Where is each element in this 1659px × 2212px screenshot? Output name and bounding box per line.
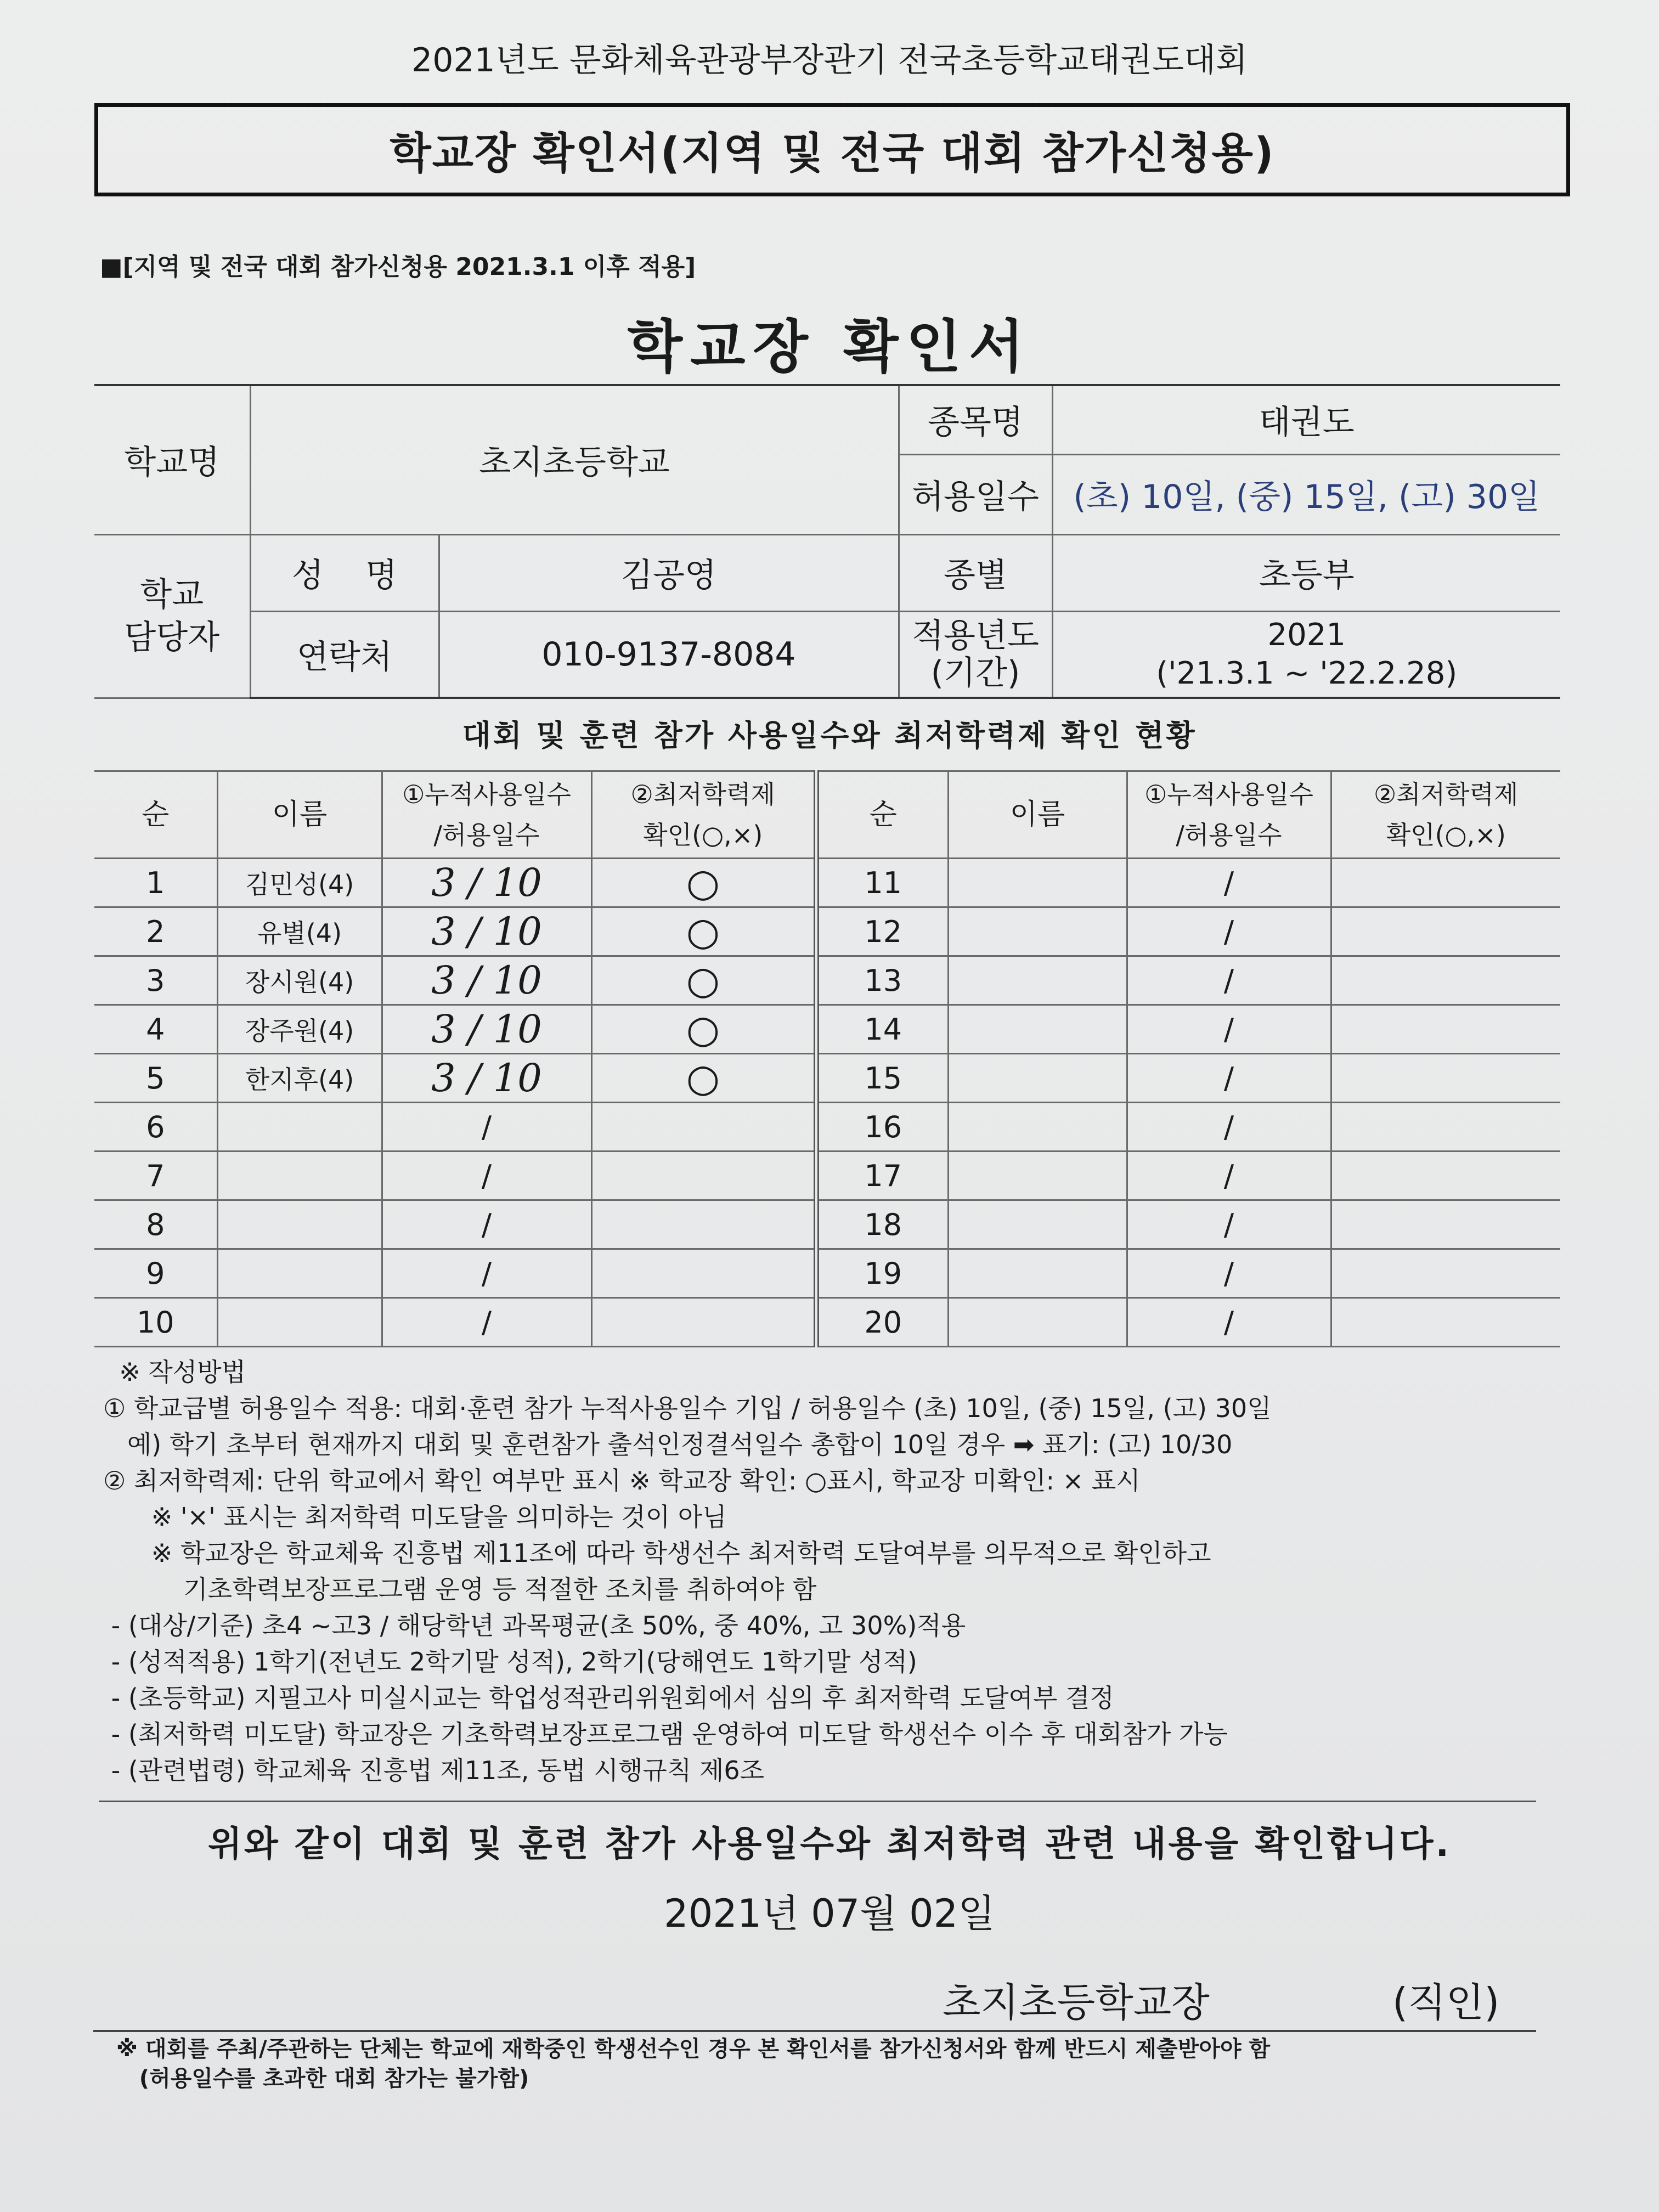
used-days <box>382 859 591 907</box>
student-name <box>948 1152 1127 1200</box>
row-number <box>816 1200 948 1249</box>
used-days <box>382 1298 591 1347</box>
row-number <box>94 1200 217 1249</box>
used-days <box>382 907 591 956</box>
student-name-text: 장시원(4) <box>245 967 354 997</box>
footer-divider <box>93 2030 1536 2032</box>
student-name <box>948 1103 1127 1152</box>
achievement-check <box>591 1005 816 1054</box>
used-days <box>382 1005 591 1054</box>
used-days <box>1127 859 1331 907</box>
division-value: 초등부 <box>1052 534 1560 611</box>
used-days <box>382 1103 591 1152</box>
used-days-text: / <box>481 1207 492 1242</box>
student-name-text: 유별(4) <box>257 918 342 948</box>
achievement-check-text: ○ <box>686 1007 720 1052</box>
student-name <box>948 1054 1127 1103</box>
application-note: ■[지역 및 전국 대회 참가신청용 2021.3.1 이후 적용] <box>100 253 696 281</box>
year-label: 적용년도 (기간) <box>899 611 1052 698</box>
school-name: 초지초등학교 <box>250 385 899 534</box>
header-name: 이름 <box>217 771 382 859</box>
student-name-text: 김민성(4) <box>245 870 354 899</box>
student-name <box>948 1249 1127 1298</box>
row-number-text: 15 <box>864 1060 902 1096</box>
used-days <box>1127 1054 1331 1103</box>
used-days-text: / <box>1223 1256 1234 1291</box>
used-days-text: / <box>1223 1012 1234 1047</box>
allowed-days-label: 허용일수 <box>899 454 1052 534</box>
instruction-line: ※ 학교장은 학교체육 진흥법 제11조에 따라 학생선수 최저학력 도달여부를 의무적으로 확인하고 <box>103 1538 1211 1568</box>
achievement-check-text: ○ <box>686 1056 720 1101</box>
used-days <box>382 1152 591 1200</box>
usage-row <box>94 1103 1560 1152</box>
event-title: 2021년도 문화체육관광부장관기 전국초등학교태권도대회 <box>411 41 1248 80</box>
achievement-check <box>591 907 816 956</box>
instruction-line: - (관련법령) 학교체육 진흥법 제11조, 동법 시행규칙 제6조 <box>103 1756 765 1785</box>
school-label: 학교명 <box>94 385 250 534</box>
row-number-text: 16 <box>864 1109 902 1144</box>
form-title: 학교장 확인서(지역 및 전국 대회 참가신청용) <box>390 129 1275 178</box>
row-number <box>94 1005 217 1054</box>
usage-row <box>94 859 1560 907</box>
achievement-check <box>1331 1054 1560 1103</box>
header-no: 순 <box>816 771 948 859</box>
row-number-text: 20 <box>864 1305 902 1340</box>
row-number-text: 4 <box>146 1012 165 1047</box>
student-name <box>948 859 1127 907</box>
achievement-check <box>1331 956 1560 1005</box>
student-name <box>948 1298 1127 1347</box>
header-days: ①누적사용일수 /허용일수 <box>1127 771 1331 859</box>
achievement-check <box>591 1054 816 1103</box>
used-days-text: / <box>1223 1305 1234 1340</box>
instruction-line: ※ 작성방법 <box>103 1357 246 1387</box>
official-seal-label: (직인) <box>1392 1979 1500 2025</box>
header-name: 이름 <box>948 771 1127 859</box>
row-number-text: 6 <box>146 1109 165 1144</box>
row-number-text: 9 <box>146 1256 165 1291</box>
division-label: 종별 <box>899 534 1052 611</box>
used-days <box>1127 1249 1331 1298</box>
achievement-check-text: ○ <box>686 909 720 954</box>
usage-row <box>94 956 1560 1005</box>
achievement-check <box>591 859 816 907</box>
row-number <box>94 1298 217 1347</box>
instruction-line: ① 학교급별 허용일수 적용: 대회·훈련 참가 누적사용일수 기입 / 허용일수 (초) 10일, (중) 15일, (고) 30일 <box>103 1393 1272 1423</box>
instruction-line: - (최저학력 미도달) 학교장은 기초학력보장프로그램 운영하여 미도달 학생선수 이수 후 대회참가 가능 <box>103 1719 1228 1749</box>
row-number <box>816 1054 948 1103</box>
footnote-line: ※ 대회를 주최/주관하는 단체는 학교에 재학중인 학생선수인 경우 본 확인서를 참가신청서와 함께 반드시 제출받아야 함 <box>116 2036 1271 2062</box>
student-name-text: 장주원(4) <box>245 1016 354 1046</box>
achievement-check <box>591 1200 816 1249</box>
instruction-line: - (초등학교) 지필고사 미실시교는 학업성적관리위원회에서 심의 후 최저학력 도달여부 결정 <box>103 1683 1114 1713</box>
usage-row <box>94 907 1560 956</box>
achievement-check <box>591 1103 816 1152</box>
row-number <box>816 1298 948 1347</box>
header-days: ①누적사용일수 /허용일수 <box>382 771 591 859</box>
achievement-check <box>1331 1298 1560 1347</box>
row-number <box>816 907 948 956</box>
row-number-text: 17 <box>864 1158 902 1193</box>
used-days-text: / <box>481 1305 492 1340</box>
used-days-text: / <box>481 1256 492 1291</box>
used-days <box>1127 1152 1331 1200</box>
used-days-text: 3 / 10 <box>431 1007 542 1052</box>
used-days-text: / <box>1223 1060 1234 1096</box>
row-number-text: 2 <box>146 914 165 949</box>
confirmation-statement: 위와 같이 대회 및 훈련 참가 사용일수와 최저학력 관련 내용을 확인합니다. <box>208 1824 1451 1865</box>
row-number <box>816 1005 948 1054</box>
used-days <box>1127 1298 1331 1347</box>
row-number-text: 7 <box>146 1158 165 1193</box>
student-name <box>217 907 382 956</box>
achievement-check <box>591 956 816 1005</box>
sport-label: 종목명 <box>899 385 1052 454</box>
student-name <box>217 1249 382 1298</box>
student-name <box>217 859 382 907</box>
year-value: 2021 <box>1267 617 1346 653</box>
row-number-text: 11 <box>864 865 902 900</box>
used-days-text: / <box>481 1158 492 1193</box>
instruction-line: ② 최저학력제: 단위 학교에서 확인 여부만 표시 ※ 학교장 확인: ○표시, 학교장 미확인: × 표시 <box>103 1466 1141 1496</box>
achievement-check <box>591 1152 816 1200</box>
used-days <box>382 1200 591 1249</box>
header-check: ②최저학력제 확인(○,×) <box>1331 771 1560 859</box>
row-number-text: 13 <box>864 963 902 998</box>
row-number-text: 14 <box>864 1012 902 1047</box>
row-number <box>94 1103 217 1152</box>
student-name <box>217 1103 382 1152</box>
info-table <box>94 384 1560 699</box>
student-name <box>948 956 1127 1005</box>
achievement-check <box>1331 859 1560 907</box>
principal-title: 초지초등학교장 <box>943 1979 1210 2025</box>
student-name-text: 한지후(4) <box>245 1065 354 1094</box>
sport-value: 태권도 <box>1052 385 1560 454</box>
used-days-text: / <box>1223 1207 1234 1242</box>
row-number-text: 12 <box>864 914 902 949</box>
document-title: 학교장 확인서 <box>627 313 1032 380</box>
used-days-text: / <box>481 1109 492 1144</box>
divider-line <box>99 1801 1536 1802</box>
row-number <box>816 1152 948 1200</box>
row-number <box>94 1249 217 1298</box>
achievement-check <box>1331 1103 1560 1152</box>
used-days-text: 3 / 10 <box>431 958 542 1003</box>
row-number <box>94 907 217 956</box>
period-value: ('21.3.1 ~ '22.2.28) <box>1156 655 1458 691</box>
footnote <box>116 2034 1270 2094</box>
student-name <box>948 1005 1127 1054</box>
used-days-text: 3 / 10 <box>431 860 542 905</box>
allowed-days-value: (초) 10일, (중) 15일, (고) 30일 <box>1052 454 1560 534</box>
instruction-line: ※ '×' 표시는 최저학력 미도달을 의미하는 것이 아님 <box>103 1502 727 1532</box>
achievement-check-text: ○ <box>686 958 720 1003</box>
instruction-line: 기초학력보장프로그램 운영 등 적절한 조치를 취하여야 함 <box>103 1575 817 1604</box>
usage-table <box>94 770 1560 1347</box>
row-number-text: 8 <box>146 1207 165 1242</box>
achievement-check <box>1331 1249 1560 1298</box>
row-number-text: 19 <box>864 1256 902 1291</box>
achievement-check <box>1331 907 1560 956</box>
instruction-line: 예) 학기 초부터 현재까지 대회 및 훈련참가 출석인정결석일수 총합이 10일 경우 ➡ 표기: (고) 10/30 <box>103 1430 1233 1459</box>
row-number-text: 5 <box>146 1060 165 1096</box>
usage-row <box>94 1005 1560 1054</box>
student-name <box>948 907 1127 956</box>
usage-row <box>94 1200 1560 1249</box>
used-days <box>382 956 591 1005</box>
used-days-text: 3 / 10 <box>431 1056 542 1101</box>
usage-row <box>94 1152 1560 1200</box>
row-number-text: 18 <box>864 1207 902 1242</box>
manager-name: 김공영 <box>439 534 899 611</box>
achievement-check <box>1331 1200 1560 1249</box>
student-name <box>217 1152 382 1200</box>
row-number <box>816 859 948 907</box>
footnote-line: (허용일수를 초과한 대회 참가는 불가함) <box>116 2066 529 2091</box>
used-days <box>382 1054 591 1103</box>
instruction-line: - (대상/기준) 초4 ~고3 / 해당학년 과목평균(초 50%, 중 40%, 고 30%)적용 <box>103 1611 966 1640</box>
year-cell <box>1052 611 1560 698</box>
usage-row <box>94 1054 1560 1103</box>
row-number-text: 3 <box>146 963 165 998</box>
form-title-box <box>94 103 1570 196</box>
header-check: ②최저학력제 확인(○,×) <box>591 771 816 859</box>
achievement-check <box>1331 1005 1560 1054</box>
row-number <box>94 956 217 1005</box>
student-name <box>217 956 382 1005</box>
used-days-text: / <box>1223 963 1234 998</box>
used-days <box>382 1249 591 1298</box>
row-number <box>816 1249 948 1298</box>
row-number <box>94 1054 217 1103</box>
student-name <box>217 1054 382 1103</box>
achievement-check <box>1331 1152 1560 1200</box>
manager-label: 학교 담당자 <box>94 534 250 698</box>
row-number <box>816 1103 948 1152</box>
used-days <box>1127 1103 1331 1152</box>
used-days-text: 3 / 10 <box>431 909 542 954</box>
used-days-text: / <box>1223 1109 1234 1144</box>
student-name <box>217 1298 382 1347</box>
row-number-text: 1 <box>146 865 165 900</box>
section-title: 대회 및 훈련 참가 사용일수와 최저학력제 확인 현황 <box>462 718 1197 753</box>
used-days <box>1127 1200 1331 1249</box>
used-days-text: / <box>1223 914 1234 949</box>
achievement-check-text: ○ <box>686 860 720 905</box>
achievement-check <box>591 1249 816 1298</box>
row-number <box>94 859 217 907</box>
used-days-text: / <box>1223 865 1234 900</box>
header-no: 순 <box>94 771 217 859</box>
row-number <box>94 1152 217 1200</box>
usage-row <box>94 1249 1560 1298</box>
used-days <box>1127 907 1331 956</box>
usage-row <box>94 1298 1560 1347</box>
student-name <box>217 1005 382 1054</box>
student-name <box>217 1200 382 1249</box>
contact-value: 010-9137-8084 <box>439 611 899 698</box>
achievement-check <box>591 1298 816 1347</box>
used-days <box>1127 956 1331 1005</box>
usage-header-row <box>94 771 1560 859</box>
writing-instructions <box>103 1354 1272 1788</box>
confirmation-date: 2021년 07월 02일 <box>664 1891 995 1936</box>
student-name <box>948 1200 1127 1249</box>
instruction-line: - (성적적용) 1학기(전년도 2학기말 성적), 2학기(당해연도 1학기말 성적) <box>103 1647 917 1677</box>
used-days <box>1127 1005 1331 1054</box>
used-days-text: / <box>1223 1158 1234 1193</box>
row-number <box>816 956 948 1005</box>
manager-name-label: 성 명 <box>250 534 439 611</box>
row-number-text: 10 <box>136 1305 174 1340</box>
contact-label: 연락처 <box>250 611 439 698</box>
